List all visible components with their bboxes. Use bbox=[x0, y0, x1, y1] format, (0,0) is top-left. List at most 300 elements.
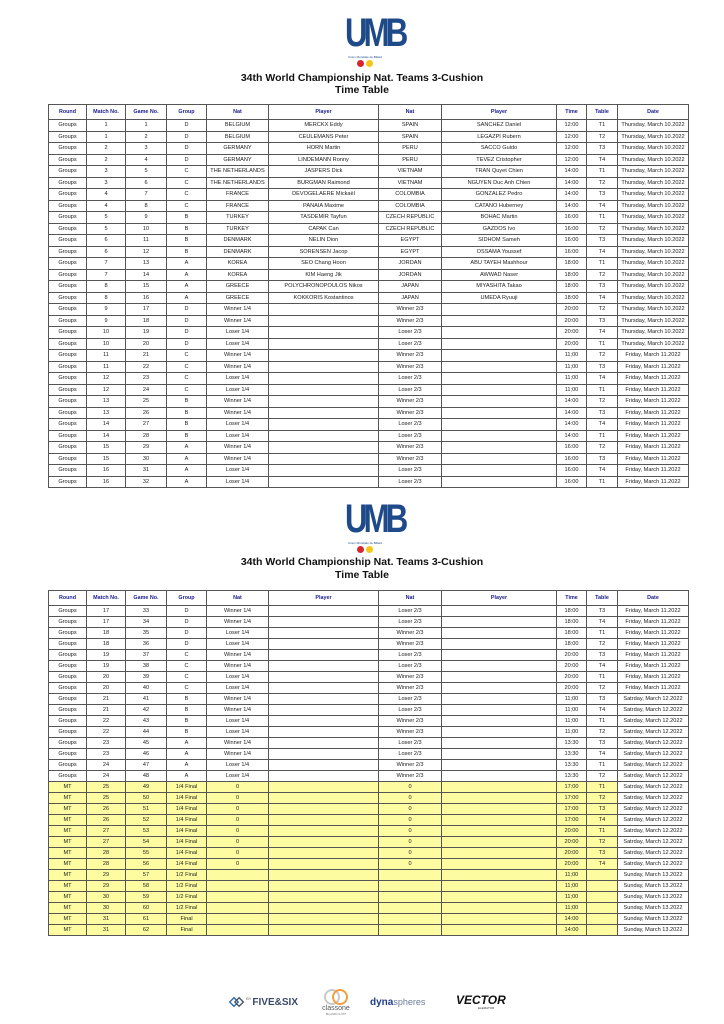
cell-round: Groups bbox=[49, 617, 87, 628]
table-row bbox=[49, 683, 689, 694]
cell-table: T2 bbox=[587, 442, 618, 454]
cell-date: Thursday, March 10.2022 bbox=[618, 177, 689, 189]
cell-round: MT bbox=[49, 804, 87, 815]
cell-nat-1: Loser 1/4 bbox=[207, 716, 269, 727]
cell-time: 13:30 bbox=[557, 760, 587, 771]
cell-match-no: 11 bbox=[87, 361, 126, 373]
cell-player-1: KOKKORIS Kostantinos bbox=[269, 292, 379, 304]
table-row bbox=[49, 617, 689, 628]
column-header-round: Round bbox=[49, 105, 87, 120]
cell-group: Final bbox=[167, 925, 207, 936]
cell-time: 11;00 bbox=[557, 903, 587, 914]
cell-nat-1: Winner 1/4 bbox=[207, 749, 269, 760]
cell-group: D bbox=[167, 131, 207, 143]
cell-table: T1 bbox=[587, 384, 618, 396]
cell-table: T1 bbox=[587, 476, 618, 488]
cell-game-no: 3 bbox=[126, 143, 167, 155]
table-row bbox=[49, 925, 689, 936]
cell-date: Satrday, March 12.2022 bbox=[618, 705, 689, 716]
cell-group: B bbox=[167, 235, 207, 247]
cell-player-1: MERCKX Eddy bbox=[269, 120, 379, 132]
cell-nat-1: 0 bbox=[207, 815, 269, 826]
cell-table: T2 bbox=[587, 304, 618, 316]
cell-round: MT bbox=[49, 826, 87, 837]
cell-player-2 bbox=[442, 903, 557, 914]
cell-nat-2: Winner 2/3 bbox=[379, 727, 442, 738]
column-header-group: Group bbox=[167, 591, 207, 606]
cell-game-no: 48 bbox=[126, 771, 167, 782]
cell-player-2: TRAN Quyet Chien bbox=[442, 166, 557, 178]
cell-nat-2: 0 bbox=[379, 793, 442, 804]
cell-date: Friday, March 11.2022 bbox=[618, 419, 689, 431]
cell-time: 18:00 bbox=[557, 617, 587, 628]
cell-table: T1 bbox=[587, 716, 618, 727]
cell-table: T3 bbox=[587, 738, 618, 749]
cell-match-no: 15 bbox=[87, 453, 126, 465]
classone-logo bbox=[314, 987, 358, 1017]
cell-round: Groups bbox=[49, 442, 87, 454]
cell-match-no: 24 bbox=[87, 771, 126, 782]
umb-logo-tagline: Union Mondiale de Billard bbox=[347, 55, 383, 59]
cell-date: Sunday, March 13.2022 bbox=[618, 925, 689, 936]
cell-nat-1: Winner 1/4 bbox=[207, 606, 269, 617]
column-header-table: Table bbox=[587, 105, 618, 120]
cell-nat-2: PERU bbox=[379, 143, 442, 155]
cell-player-1 bbox=[269, 716, 379, 727]
cell-date: Friday, March 11.2022 bbox=[618, 442, 689, 454]
cell-time: 14:00 bbox=[557, 914, 587, 925]
column-header-game-no: Game No. bbox=[126, 105, 167, 120]
cell-group: A bbox=[167, 771, 207, 782]
cell-time: 11;00 bbox=[557, 694, 587, 705]
cell-player-2 bbox=[442, 639, 557, 650]
cell-player-2 bbox=[442, 727, 557, 738]
cell-round: Groups bbox=[49, 223, 87, 235]
cell-nat-1: Loser 1/4 bbox=[207, 639, 269, 650]
table-row bbox=[49, 892, 689, 903]
cell-date: Thursday, March 10.2022 bbox=[618, 131, 689, 143]
cell-player-1 bbox=[269, 815, 379, 826]
cell-match-no: 4 bbox=[87, 200, 126, 212]
cell-round: Groups bbox=[49, 749, 87, 760]
cell-nat-2: JAPAN bbox=[379, 292, 442, 304]
cell-nat-1: 0 bbox=[207, 826, 269, 837]
cell-match-no: 12 bbox=[87, 384, 126, 396]
cell-table: T4 bbox=[587, 154, 618, 166]
cell-nat-2: Loser 2/3 bbox=[379, 738, 442, 749]
cell-table: T2 bbox=[587, 396, 618, 408]
vector-sub: ELEMATOR bbox=[478, 1006, 495, 1010]
cell-match-no: 24 bbox=[87, 760, 126, 771]
cell-nat-1: Loser 1/4 bbox=[207, 672, 269, 683]
cell-date: Friday, March 11.2022 bbox=[618, 361, 689, 373]
cell-table: T3 bbox=[587, 650, 618, 661]
cell-player-1: CEULEMANS Peter bbox=[269, 131, 379, 143]
cell-round: Groups bbox=[49, 396, 87, 408]
cell-round: MT bbox=[49, 848, 87, 859]
cell-nat-1: Loser 1/4 bbox=[207, 384, 269, 396]
cell-date: Friday, March 11.2022 bbox=[618, 350, 689, 362]
cell-player-1 bbox=[269, 914, 379, 925]
cell-match-no: 31 bbox=[87, 925, 126, 936]
cell-group: 1/4 Final bbox=[167, 859, 207, 870]
cell-nat-1: Loser 1/4 bbox=[207, 430, 269, 442]
cell-nat-1: THE NETHERLANDS bbox=[207, 166, 269, 178]
cell-round: Groups bbox=[49, 189, 87, 201]
cell-time: 18:00 bbox=[557, 639, 587, 650]
cell-nat-1: Loser 1/4 bbox=[207, 465, 269, 477]
cell-group: D bbox=[167, 617, 207, 628]
cell-time: 14:00 bbox=[557, 925, 587, 936]
cell-game-no: 43 bbox=[126, 716, 167, 727]
cell-group: A bbox=[167, 442, 207, 454]
cell-game-no: 13 bbox=[126, 258, 167, 270]
cell-game-no: 61 bbox=[126, 914, 167, 925]
cell-nat-2: SPAIN bbox=[379, 120, 442, 132]
cell-table: T4 bbox=[587, 327, 618, 339]
cell-time: 17:00 bbox=[557, 793, 587, 804]
table-row bbox=[49, 672, 689, 683]
cell-date: Thursday, March 10.2022 bbox=[618, 338, 689, 350]
cell-player-2: SIDHOM Sameh bbox=[442, 235, 557, 247]
cell-date: Thursday, March 10.2022 bbox=[618, 304, 689, 316]
cell-round: Groups bbox=[49, 338, 87, 350]
cell-player-1 bbox=[269, 749, 379, 760]
cell-nat-1: GERMANY bbox=[207, 143, 269, 155]
cell-nat-2: Loser 2/3 bbox=[379, 606, 442, 617]
cell-time: 14:00 bbox=[557, 189, 587, 201]
cell-group: 1/4 Final bbox=[167, 848, 207, 859]
cell-time: 20:00 bbox=[557, 650, 587, 661]
cell-date: Satrday, March 12.2022 bbox=[618, 826, 689, 837]
sponsor-logos bbox=[228, 987, 518, 1017]
cell-nat-1: Loser 1/4 bbox=[207, 419, 269, 431]
cell-game-no: 41 bbox=[126, 694, 167, 705]
cell-game-no: 62 bbox=[126, 925, 167, 936]
cell-player-1 bbox=[269, 705, 379, 716]
cell-date: Thursday, March 10.2022 bbox=[618, 281, 689, 293]
cell-date: Friday, March 11.2022 bbox=[618, 465, 689, 477]
cell-date: Satrday, March 12.2022 bbox=[618, 694, 689, 705]
cell-game-no: 9 bbox=[126, 212, 167, 224]
cell-round: MT bbox=[49, 859, 87, 870]
cell-player-1 bbox=[269, 782, 379, 793]
cell-date: Sunday, March 13.2022 bbox=[618, 914, 689, 925]
cell-table bbox=[587, 925, 618, 936]
cell-game-no: 36 bbox=[126, 639, 167, 650]
table-row bbox=[49, 639, 689, 650]
cell-round: Groups bbox=[49, 628, 87, 639]
cell-group: 1/4 Final bbox=[167, 837, 207, 848]
table-row bbox=[49, 749, 689, 760]
cell-player-2: GONZALEZ Pedro bbox=[442, 189, 557, 201]
cell-nat-1: KOREA bbox=[207, 258, 269, 270]
schedule-table-2 bbox=[48, 590, 689, 936]
cell-player-2 bbox=[442, 837, 557, 848]
cell-game-no: 7 bbox=[126, 189, 167, 201]
cell-group: C bbox=[167, 177, 207, 189]
table-row bbox=[49, 771, 689, 782]
cell-nat-1: Loser 1/4 bbox=[207, 338, 269, 350]
cell-group: C bbox=[167, 661, 207, 672]
cell-table: T3 bbox=[587, 407, 618, 419]
cell-round: Groups bbox=[49, 200, 87, 212]
classone-sub: BILLIARD CLOTH bbox=[325, 1012, 347, 1016]
cell-round: Groups bbox=[49, 705, 87, 716]
table-row bbox=[49, 815, 689, 826]
cell-player-1 bbox=[269, 672, 379, 683]
cell-group: D bbox=[167, 338, 207, 350]
cell-table: T1 bbox=[587, 760, 618, 771]
cell-match-no: 7 bbox=[87, 269, 126, 281]
cell-date: Friday, March 11.2022 bbox=[618, 639, 689, 650]
cell-group: D bbox=[167, 304, 207, 316]
cell-round: Groups bbox=[49, 292, 87, 304]
cell-table: T2 bbox=[587, 639, 618, 650]
column-header-player-1: Player bbox=[269, 105, 379, 120]
cell-nat-2: 0 bbox=[379, 848, 442, 859]
cell-group: 1/2 Final bbox=[167, 903, 207, 914]
cell-game-no: 39 bbox=[126, 672, 167, 683]
cell-nat-1: DENMARK bbox=[207, 246, 269, 258]
cell-nat-1 bbox=[207, 892, 269, 903]
cell-game-no: 38 bbox=[126, 661, 167, 672]
column-header-time: Time bbox=[557, 105, 587, 120]
cell-game-no: 34 bbox=[126, 617, 167, 628]
cell-group: 1/2 Final bbox=[167, 881, 207, 892]
cell-player-1 bbox=[269, 881, 379, 892]
cell-nat-1: 0 bbox=[207, 782, 269, 793]
cell-round: Groups bbox=[49, 212, 87, 224]
cell-date: Friday, March 11.2022 bbox=[618, 373, 689, 385]
cell-nat-2: Winner 2/3 bbox=[379, 361, 442, 373]
cell-date: Friday, March 11.2022 bbox=[618, 453, 689, 465]
cell-round: Groups bbox=[49, 760, 87, 771]
cell-time: 20:00 bbox=[557, 315, 587, 327]
cell-date: Friday, March 11.2022 bbox=[618, 396, 689, 408]
cell-table bbox=[587, 892, 618, 903]
cell-game-no: 30 bbox=[126, 453, 167, 465]
cell-match-no: 13 bbox=[87, 407, 126, 419]
column-header-match-no: Match No. bbox=[87, 105, 126, 120]
cell-round: MT bbox=[49, 925, 87, 936]
cell-match-no: 10 bbox=[87, 338, 126, 350]
cell-nat-2: JORDAN bbox=[379, 269, 442, 281]
cell-game-no: 11 bbox=[126, 235, 167, 247]
cell-game-no: 50 bbox=[126, 793, 167, 804]
cell-group: 1/4 Final bbox=[167, 793, 207, 804]
cell-player-2 bbox=[442, 859, 557, 870]
cell-nat-1: Winner 1/4 bbox=[207, 705, 269, 716]
cell-game-no: 31 bbox=[126, 465, 167, 477]
cell-time: 20:00 bbox=[557, 826, 587, 837]
cell-table: T3 bbox=[587, 694, 618, 705]
cell-group: 1/4 Final bbox=[167, 804, 207, 815]
cell-time: 11;00 bbox=[557, 384, 587, 396]
cell-nat-2 bbox=[379, 903, 442, 914]
cell-match-no: 21 bbox=[87, 694, 126, 705]
cell-date: Sunday, March 13.2022 bbox=[618, 892, 689, 903]
column-header-nat-2: Nat bbox=[379, 105, 442, 120]
cell-player-1: KIM Haeng Jik bbox=[269, 269, 379, 281]
cell-match-no: 15 bbox=[87, 442, 126, 454]
cell-date: Sunday, March 13.2022 bbox=[618, 870, 689, 881]
cell-match-no: 16 bbox=[87, 476, 126, 488]
cell-match-no: 26 bbox=[87, 815, 126, 826]
cell-nat-1: Winner 1/4 bbox=[207, 315, 269, 327]
cell-match-no: 9 bbox=[87, 315, 126, 327]
cell-nat-2: Winner 2/3 bbox=[379, 315, 442, 327]
cell-nat-2: Loser 2/3 bbox=[379, 430, 442, 442]
cell-game-no: 58 bbox=[126, 881, 167, 892]
cell-player-1: SEO Chang Hoon bbox=[269, 258, 379, 270]
cell-player-1: NELIN Dion bbox=[269, 235, 379, 247]
cell-game-no: 20 bbox=[126, 338, 167, 350]
table-row bbox=[49, 848, 689, 859]
cell-nat-2: Loser 2/3 bbox=[379, 661, 442, 672]
cell-group: D bbox=[167, 606, 207, 617]
table-row bbox=[49, 793, 689, 804]
cell-player-1 bbox=[269, 903, 379, 914]
classone-name: classone bbox=[322, 1004, 350, 1012]
cell-table: T1 bbox=[587, 166, 618, 178]
cell-nat-2: Winner 2/3 bbox=[379, 453, 442, 465]
cell-match-no: 19 bbox=[87, 650, 126, 661]
cell-date: Thursday, March 10.2022 bbox=[618, 246, 689, 258]
cell-nat-2: Winner 2/3 bbox=[379, 396, 442, 408]
cell-table: T3 bbox=[587, 315, 618, 327]
cell-nat-2: 0 bbox=[379, 804, 442, 815]
cell-table: T4 bbox=[587, 292, 618, 304]
cell-player-1 bbox=[269, 892, 379, 903]
cell-player-1: CAPAK Can bbox=[269, 223, 379, 235]
cell-match-no: 23 bbox=[87, 738, 126, 749]
cell-table bbox=[587, 914, 618, 925]
cell-round: Groups bbox=[49, 639, 87, 650]
cell-date: Friday, March 11.2022 bbox=[618, 476, 689, 488]
cell-round: MT bbox=[49, 914, 87, 925]
cell-match-no: 10 bbox=[87, 327, 126, 339]
table-row bbox=[49, 661, 689, 672]
cell-time: 17:00 bbox=[557, 782, 587, 793]
cell-round: Groups bbox=[49, 281, 87, 293]
cell-player-2: UMEDA Ryuuji bbox=[442, 292, 557, 304]
column-header-nat-2: Nat bbox=[379, 591, 442, 606]
cell-match-no: 17 bbox=[87, 606, 126, 617]
cell-round: Groups bbox=[49, 771, 87, 782]
cell-table: T4 bbox=[587, 815, 618, 826]
cell-time: 11;00 bbox=[557, 350, 587, 362]
cell-match-no: 1 bbox=[87, 131, 126, 143]
red-dot-icon bbox=[357, 546, 364, 553]
cell-table: T4 bbox=[587, 373, 618, 385]
cell-time: 20:00 bbox=[557, 672, 587, 683]
cell-time: 20:00 bbox=[557, 683, 587, 694]
cell-player-2: ABU TAYEH Mashhour bbox=[442, 258, 557, 270]
cell-time: 16:00 bbox=[557, 235, 587, 247]
cell-round: Groups bbox=[49, 606, 87, 617]
cell-table: T1 bbox=[587, 338, 618, 350]
cell-nat-1: Winner 1/4 bbox=[207, 396, 269, 408]
cell-nat-1: 0 bbox=[207, 859, 269, 870]
table-row bbox=[49, 914, 689, 925]
cell-nat-1: 0 bbox=[207, 793, 269, 804]
cell-date: Satrday, March 12.2022 bbox=[618, 815, 689, 826]
cell-player-1 bbox=[269, 661, 379, 672]
cell-round: Groups bbox=[49, 672, 87, 683]
cell-player-2 bbox=[442, 826, 557, 837]
cell-game-no: 26 bbox=[126, 407, 167, 419]
cell-nat-1: TURKEY bbox=[207, 223, 269, 235]
cell-game-no: 27 bbox=[126, 419, 167, 431]
cell-round: Groups bbox=[49, 131, 87, 143]
cell-time: 11;00 bbox=[557, 727, 587, 738]
cell-group: 1/4 Final bbox=[167, 815, 207, 826]
cell-nat-2: CZECH REPUBLIC bbox=[379, 223, 442, 235]
cell-nat-2: Loser 2/3 bbox=[379, 749, 442, 760]
five-and-six-prefix: BY bbox=[246, 996, 252, 1001]
cell-player-2 bbox=[442, 782, 557, 793]
cell-nat-2: Winner 2/3 bbox=[379, 672, 442, 683]
cell-player-2 bbox=[442, 606, 557, 617]
cell-player-1 bbox=[269, 650, 379, 661]
cell-player-2 bbox=[442, 672, 557, 683]
cell-group: D bbox=[167, 143, 207, 155]
table-row bbox=[49, 826, 689, 837]
table-row bbox=[49, 606, 689, 617]
cell-table: T4 bbox=[587, 859, 618, 870]
cell-nat-2: 0 bbox=[379, 837, 442, 848]
page-subtitle: Time Table bbox=[335, 84, 389, 96]
cell-time: 11;00 bbox=[557, 373, 587, 385]
cell-player-1: LINDEMANN Ronny bbox=[269, 154, 379, 166]
cell-time: 12:00 bbox=[557, 154, 587, 166]
cell-player-2: NGUYEN Duc Anh Chien bbox=[442, 177, 557, 189]
cell-match-no: 17 bbox=[87, 617, 126, 628]
cell-player-1 bbox=[269, 771, 379, 782]
cell-player-1 bbox=[269, 925, 379, 936]
cell-nat-1 bbox=[207, 925, 269, 936]
cell-time: 20:00 bbox=[557, 304, 587, 316]
cell-player-1 bbox=[269, 760, 379, 771]
cell-player-2: BOHAC Martin bbox=[442, 212, 557, 224]
column-header-round: Round bbox=[49, 591, 87, 606]
cell-game-no: 55 bbox=[126, 848, 167, 859]
cell-match-no: 2 bbox=[87, 154, 126, 166]
cell-match-no: 6 bbox=[87, 235, 126, 247]
cell-nat-2: Winner 2/3 bbox=[379, 771, 442, 782]
cell-table: T2 bbox=[587, 177, 618, 189]
cell-nat-2: Loser 2/3 bbox=[379, 650, 442, 661]
cell-table bbox=[587, 881, 618, 892]
cell-nat-2: Loser 2/3 bbox=[379, 694, 442, 705]
cell-nat-1: 0 bbox=[207, 837, 269, 848]
cell-group: C bbox=[167, 672, 207, 683]
column-header-player-2: Player bbox=[442, 591, 557, 606]
cell-round: Groups bbox=[49, 716, 87, 727]
cell-date: Thursday, March 10.2022 bbox=[618, 212, 689, 224]
cell-round: MT bbox=[49, 892, 87, 903]
cell-date: Friday, March 11.2022 bbox=[618, 617, 689, 628]
cell-time: 11;00 bbox=[557, 716, 587, 727]
vector-name: VECTOR bbox=[456, 993, 506, 1007]
five-and-six-icon bbox=[228, 995, 245, 1009]
cell-table: T2 bbox=[587, 771, 618, 782]
column-header-nat-1: Nat bbox=[207, 591, 269, 606]
table-row bbox=[49, 837, 689, 848]
cell-match-no: 5 bbox=[87, 212, 126, 224]
cell-nat-2: Winner 2/3 bbox=[379, 639, 442, 650]
